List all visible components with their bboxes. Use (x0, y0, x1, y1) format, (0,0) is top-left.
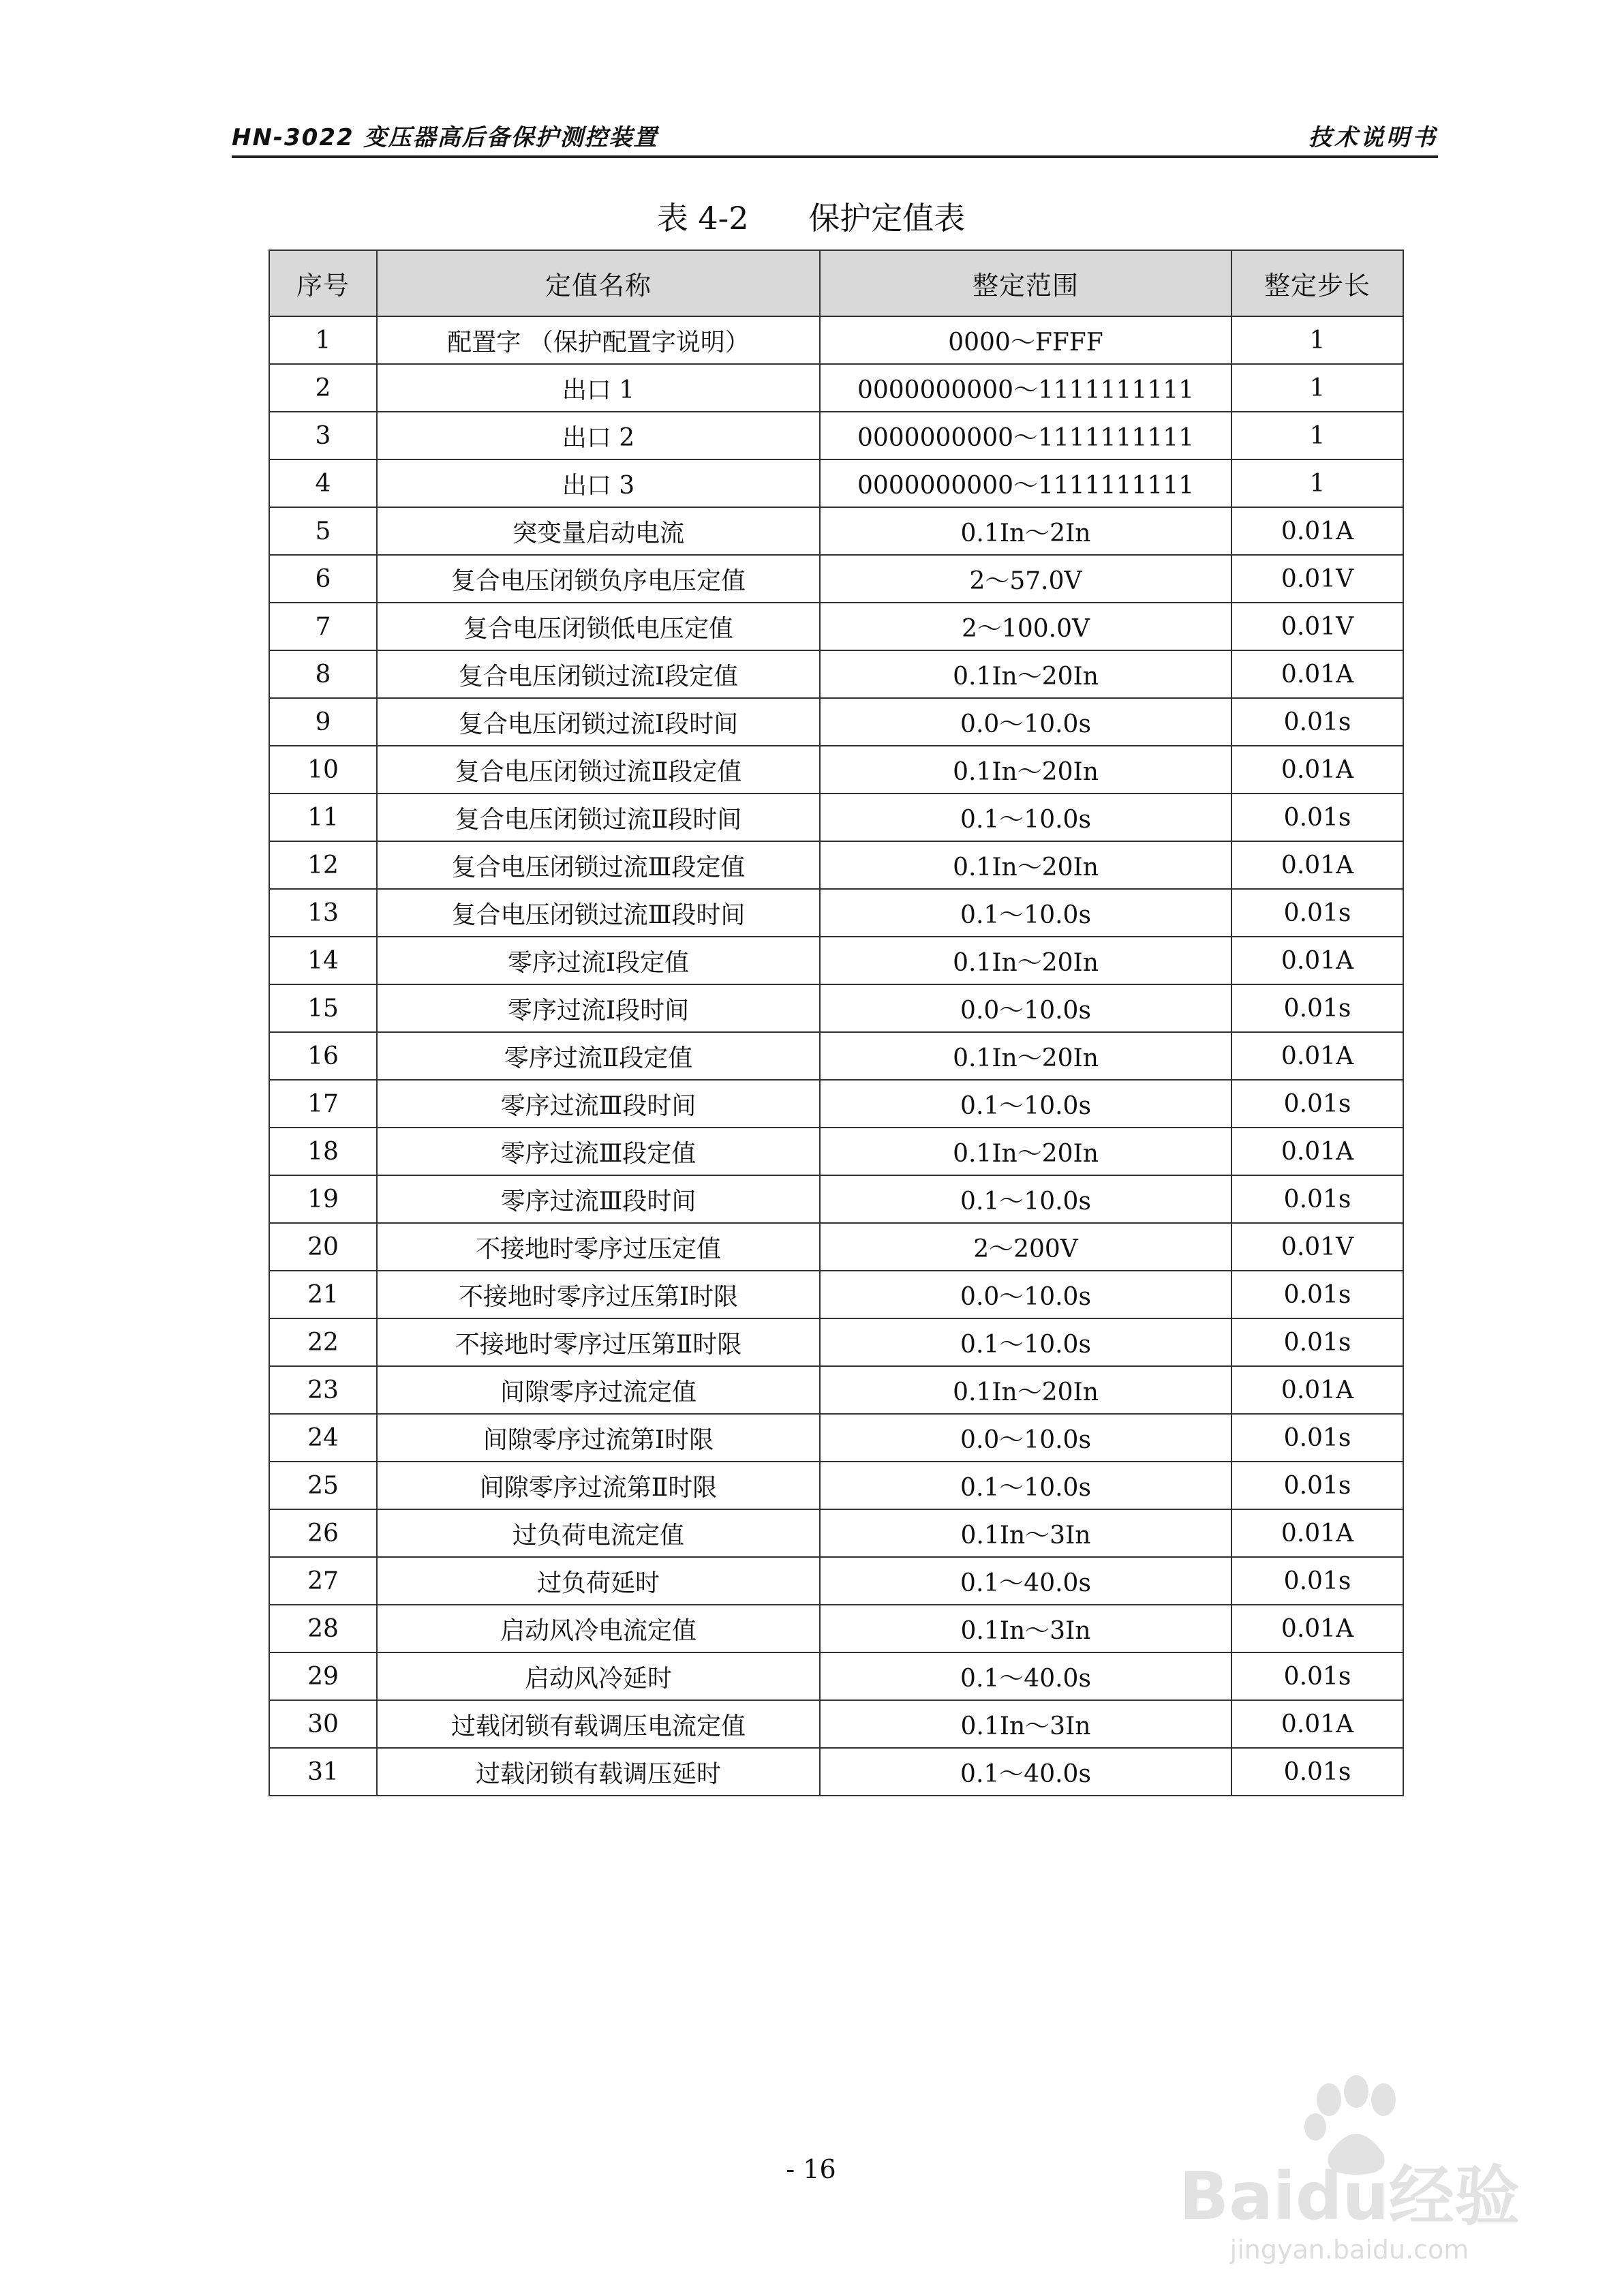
cell-setting-name: 启动风冷电流定值 (377, 1605, 820, 1652)
cell-setting-name: 不接地时零序过压第Ⅱ时限 (377, 1318, 820, 1366)
cell-index: 4 (269, 459, 377, 507)
cell-step: 1 (1231, 459, 1403, 507)
cell-range: 0.1～10.0s (820, 1080, 1231, 1128)
cell-setting-name: 启动风冷延时 (377, 1652, 820, 1700)
cell-range: 0.1～40.0s (820, 1748, 1231, 1796)
table-row (269, 555, 1403, 603)
cell-index: 20 (269, 1223, 377, 1271)
cell-range: 0.0～10.0s (820, 698, 1231, 746)
cell-index: 5 (269, 507, 377, 555)
cell-step: 1 (1231, 316, 1403, 364)
cell-range: 0.1In～20In (820, 650, 1231, 698)
table-row (269, 1271, 1403, 1318)
cell-setting-name: 零序过流Ⅱ段定值 (377, 1032, 820, 1080)
cell-step: 0.01A (1231, 1032, 1403, 1080)
table-row (269, 1318, 1403, 1366)
cell-step: 0.01s (1231, 1080, 1403, 1128)
table-row (269, 746, 1403, 794)
cell-setting-name: 过负荷电流定值 (377, 1509, 820, 1557)
page-number: - 16 (786, 2154, 836, 2184)
table-row (269, 1557, 1403, 1605)
document-type: 技术说明书 (1309, 124, 1438, 151)
cell-index: 13 (269, 889, 377, 937)
cell-step: 0.01s (1231, 1175, 1403, 1223)
protection-settings-table (269, 250, 1404, 1796)
cell-setting-name: 间隙零序过流定值 (377, 1366, 820, 1414)
watermark-brand-text: Baidu经验 (1179, 2158, 1520, 2235)
cell-step: 0.01A (1231, 841, 1403, 889)
table-row (269, 794, 1403, 841)
cell-step: 0.01s (1231, 1462, 1403, 1509)
cell-index: 7 (269, 603, 377, 650)
cell-step: 0.01A (1231, 1128, 1403, 1175)
cell-setting-name: 出口 2 (377, 412, 820, 459)
cell-setting-name: 不接地时零序过压定值 (377, 1223, 820, 1271)
cell-index: 16 (269, 1032, 377, 1080)
table-row (269, 1748, 1403, 1796)
cell-range: 0000～FFFF (820, 316, 1231, 364)
cell-index: 6 (269, 555, 377, 603)
cell-step: 0.01A (1231, 1509, 1403, 1557)
cell-index: 27 (269, 1557, 377, 1605)
cell-setting-name: 配置字 （保护配置字说明） (377, 316, 820, 364)
cell-step: 0.01s (1231, 1318, 1403, 1366)
cell-step: 0.01A (1231, 746, 1403, 794)
cell-index: 28 (269, 1605, 377, 1652)
cell-step: 0.01V (1231, 603, 1403, 650)
cell-step: 0.01A (1231, 507, 1403, 555)
cell-step: 0.01s (1231, 1557, 1403, 1605)
cell-step: 1 (1231, 364, 1403, 412)
table-caption: 表 4-2 保护定值表 (656, 200, 966, 237)
cell-index: 3 (269, 412, 377, 459)
cell-index: 31 (269, 1748, 377, 1796)
cell-step: 0.01A (1231, 1700, 1403, 1748)
table-row (269, 1080, 1403, 1128)
cell-step: 0.01A (1231, 937, 1403, 984)
cell-setting-name: 复合电压闭锁过流Ⅰ段定值 (377, 650, 820, 698)
cell-step: 0.01A (1231, 1366, 1403, 1414)
cell-range: 2～200V (820, 1223, 1231, 1271)
table-row (269, 412, 1403, 459)
watermark-url: jingyan.baidu.com (1229, 2235, 1469, 2265)
cell-range: 0.1In～3In (820, 1605, 1231, 1652)
table-row (269, 984, 1403, 1032)
cell-index: 17 (269, 1080, 377, 1128)
table-row (269, 937, 1403, 984)
column-header-index: 序号 (269, 250, 377, 316)
cell-range: 0.1～10.0s (820, 794, 1231, 841)
cell-setting-name: 零序过流Ⅲ段定值 (377, 1128, 820, 1175)
table-row (269, 316, 1403, 364)
cell-setting-name: 突变量启动电流 (377, 507, 820, 555)
cell-step: 0.01s (1231, 794, 1403, 841)
cell-range: 0.1～10.0s (820, 1175, 1231, 1223)
cell-step: 0.01s (1231, 1652, 1403, 1700)
cell-index: 21 (269, 1271, 377, 1318)
cell-index: 8 (269, 650, 377, 698)
cell-step: 0.01s (1231, 1748, 1403, 1796)
cell-setting-name: 复合电压闭锁过流Ⅰ段时间 (377, 698, 820, 746)
cell-setting-name: 过载闭锁有载调压电流定值 (377, 1700, 820, 1748)
table-row (269, 1175, 1403, 1223)
table-row (269, 507, 1403, 555)
cell-range: 0.0～10.0s (820, 1414, 1231, 1462)
cell-range: 0.1In～20In (820, 1128, 1231, 1175)
page-header (232, 117, 1438, 158)
table-row (269, 650, 1403, 698)
cell-index: 22 (269, 1318, 377, 1366)
cell-index: 15 (269, 984, 377, 1032)
cell-range: 0000000000～1111111111 (820, 364, 1231, 412)
cell-range: 0.1In～20In (820, 746, 1231, 794)
cell-setting-name: 出口 1 (377, 364, 820, 412)
cell-step: 0.01s (1231, 984, 1403, 1032)
table-row (269, 364, 1403, 412)
cell-setting-name: 出口 3 (377, 459, 820, 507)
cell-step: 0.01V (1231, 555, 1403, 603)
cell-setting-name: 零序过流Ⅲ段时间 (377, 1080, 820, 1128)
table-row (269, 1032, 1403, 1080)
cell-setting-name: 复合电压闭锁过流Ⅱ段时间 (377, 794, 820, 841)
cell-setting-name: 过负荷延时 (377, 1557, 820, 1605)
cell-range: 0.1～10.0s (820, 889, 1231, 937)
cell-range: 0.1In～20In (820, 841, 1231, 889)
cell-index: 10 (269, 746, 377, 794)
cell-setting-name: 复合电压闭锁低电压定值 (377, 603, 820, 650)
cell-step: 0.01V (1231, 1223, 1403, 1271)
column-header-range: 整定范围 (820, 250, 1231, 316)
cell-setting-name: 复合电压闭锁负序电压定值 (377, 555, 820, 603)
table-row (269, 698, 1403, 746)
cell-step: 0.01s (1231, 889, 1403, 937)
cell-index: 23 (269, 1366, 377, 1414)
cell-index: 29 (269, 1652, 377, 1700)
table-row (269, 1462, 1403, 1509)
cell-index: 19 (269, 1175, 377, 1223)
table-row (269, 841, 1403, 889)
cell-range: 0.1In～3In (820, 1509, 1231, 1557)
table-row (269, 603, 1403, 650)
column-header-step: 整定步长 (1231, 250, 1403, 316)
cell-setting-name: 过载闭锁有载调压延时 (377, 1748, 820, 1796)
cell-step: 1 (1231, 412, 1403, 459)
cell-range: 0.1In～3In (820, 1700, 1231, 1748)
cell-range: 0000000000～1111111111 (820, 412, 1231, 459)
cell-range: 0.1～40.0s (820, 1557, 1231, 1605)
cell-range: 0.1～40.0s (820, 1652, 1231, 1700)
table-row (269, 1509, 1403, 1557)
cell-step: 0.01s (1231, 1414, 1403, 1462)
cell-index: 11 (269, 794, 377, 841)
cell-index: 1 (269, 316, 377, 364)
cell-setting-name: 零序过流Ⅲ段时间 (377, 1175, 820, 1223)
cell-setting-name: 间隙零序过流第Ⅰ时限 (377, 1414, 820, 1462)
table-row (269, 1414, 1403, 1462)
cell-setting-name: 复合电压闭锁过流Ⅲ段定值 (377, 841, 820, 889)
table-body (269, 316, 1403, 1796)
cell-step: 0.01s (1231, 698, 1403, 746)
cell-index: 14 (269, 937, 377, 984)
cell-index: 26 (269, 1509, 377, 1557)
cell-range: 0.1In～2In (820, 507, 1231, 555)
table-row (269, 1700, 1403, 1748)
cell-range: 0.1～10.0s (820, 1462, 1231, 1509)
cell-range: 0000000000～1111111111 (820, 459, 1231, 507)
cell-index: 30 (269, 1700, 377, 1748)
cell-range: 0.0～10.0s (820, 1271, 1231, 1318)
cell-range: 0.1In～20In (820, 937, 1231, 984)
cell-index: 25 (269, 1462, 377, 1509)
table-row (269, 1652, 1403, 1700)
table-row (269, 1605, 1403, 1652)
cell-setting-name: 零序过流Ⅰ段定值 (377, 937, 820, 984)
table-row (269, 1223, 1403, 1271)
document-title: HN-3022 变压器高后备保护测控装置 (232, 124, 658, 151)
table-row (269, 459, 1403, 507)
cell-range: 2～100.0V (820, 603, 1231, 650)
baidu-jingyan-watermark (1159, 2072, 1540, 2277)
cell-range: 0.0～10.0s (820, 984, 1231, 1032)
cell-index: 2 (269, 364, 377, 412)
cell-range: 0.1In～20In (820, 1366, 1231, 1414)
cell-index: 9 (269, 698, 377, 746)
cell-range: 0.1～10.0s (820, 1318, 1231, 1366)
cell-index: 18 (269, 1128, 377, 1175)
paw-logo-icon (1159, 2072, 1540, 2236)
cell-setting-name: 复合电压闭锁过流Ⅲ段时间 (377, 889, 820, 937)
cell-setting-name: 间隙零序过流第Ⅱ时限 (377, 1462, 820, 1509)
cell-setting-name: 不接地时零序过压第Ⅰ时限 (377, 1271, 820, 1318)
cell-range: 2～57.0V (820, 555, 1231, 603)
table-header-row (269, 250, 1403, 316)
cell-step: 0.01A (1231, 1605, 1403, 1652)
table-row (269, 1366, 1403, 1414)
table-row (269, 1128, 1403, 1175)
cell-step: 0.01A (1231, 650, 1403, 698)
cell-index: 12 (269, 841, 377, 889)
table-row (269, 889, 1403, 937)
cell-step: 0.01s (1231, 1271, 1403, 1318)
cell-setting-name: 零序过流Ⅰ段时间 (377, 984, 820, 1032)
cell-setting-name: 复合电压闭锁过流Ⅱ段定值 (377, 746, 820, 794)
column-header-name: 定值名称 (377, 250, 820, 316)
cell-range: 0.1In～20In (820, 1032, 1231, 1080)
cell-index: 24 (269, 1414, 377, 1462)
